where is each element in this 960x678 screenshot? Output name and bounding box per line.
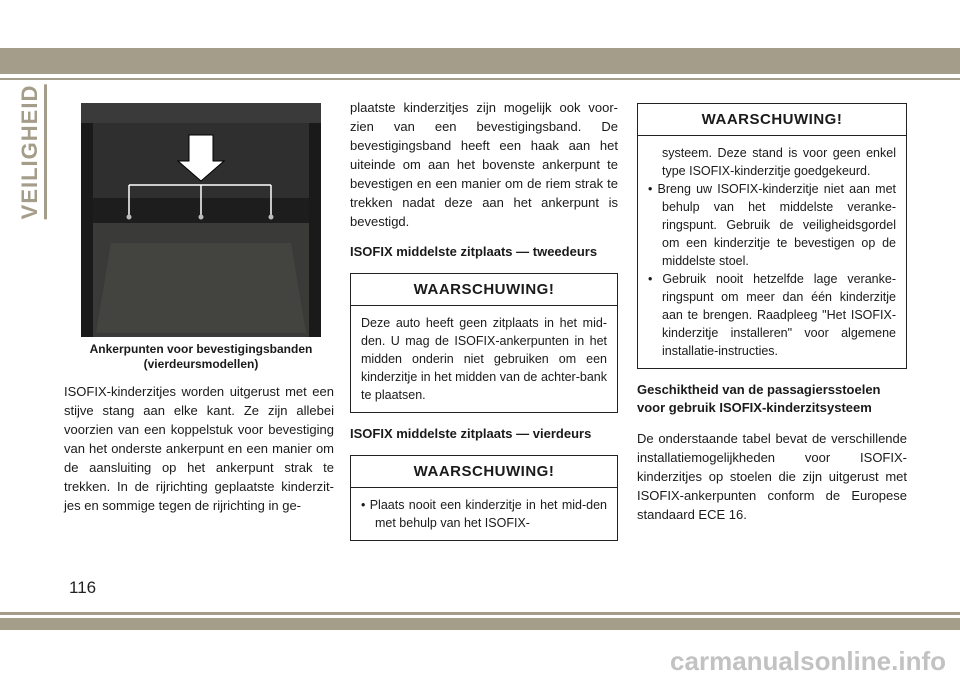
section-tab xyxy=(14,84,50,220)
page-number: 116 xyxy=(69,578,97,597)
footer-line xyxy=(0,612,960,615)
section-tab-label: VEILIGHEID xyxy=(17,85,47,220)
footer-band xyxy=(0,618,960,630)
column-right xyxy=(637,103,907,524)
body-paragraph: De onderstaande tabel bevat de verschillende installatiemogelijkheden voor ISOFIX-kinderzitjes op stoelen die zijn uitgerust met ISOFIX-ankerpunten conform de Europese standaard ECE 16. xyxy=(637,431,907,522)
subheading-suitability: Geschiktheid van de passagiersstoelen voor gebruik ISOFIX-kinderzitsysteem xyxy=(637,382,881,415)
warning-bullet: • Breng uw ISOFIX-kinderzitje niet aan met behulp van het middelste veranke-ringspunt. Gebruik de veiligheidsgordel om een kinderzitje te bevestigen op de middelste stoel. xyxy=(648,182,896,268)
header-line xyxy=(0,78,960,80)
warning-body xyxy=(351,488,617,540)
header-band xyxy=(0,48,960,74)
column-middle xyxy=(350,98,618,541)
column-left xyxy=(64,382,334,515)
warning-body: Deze auto heeft geen zitplaats in het mid-den. U mag de ISOFIX-ankerpunten in het midden onderin niet gebruiken om een kinderzitje in het midden van de achter-bank te plaatsen. xyxy=(361,316,607,402)
caption-line-2: (vierdeursmodellen) xyxy=(143,357,259,371)
warning-box-continued xyxy=(637,103,907,369)
anchor-points-photo xyxy=(81,103,321,337)
warning-title: WAARSCHUWING! xyxy=(351,456,617,488)
subheading-twodoor: ISOFIX middelste zitplaats — tweedeurs xyxy=(350,244,598,259)
trunk-illustration xyxy=(81,103,321,337)
warning-title: WAARSCHUWING! xyxy=(638,104,906,136)
warning-body xyxy=(638,136,906,368)
figure-caption xyxy=(81,342,321,372)
warning-bullet: • Gebruik nooit hetzelfde lage veranke-ringspunt om meer dan één kinderzitje aan te brengen. Raadpleeg "Het ISOFIX-kinderzitje installeren" voor algemene installatie-instructies. xyxy=(648,272,896,358)
watermark: carmanualsonline.info xyxy=(670,646,946,676)
subheading-fourdoor: ISOFIX middelste zitplaats — vierdeurs xyxy=(350,426,592,441)
warning-title: WAARSCHUWING! xyxy=(351,274,617,306)
body-paragraph: ISOFIX-kinderzitjes worden uitgerust met een stijve stang aan elke kant. Ze zijn allebei voorzien van een koppelstuk voor bevestiging van het onderste ankerpunt en een manier om de aansluiting op het ankerpunt strak te trekken. In de rijrichting geplaatste kinderzit-jes en sommige tegen de rijrichting in ge- xyxy=(64,384,334,513)
body-paragraph: plaatste kinderzitjes zijn mogelijk ook voor-zien van een bevestigingsband. De bevestigingsband heeft een haak aan het uiteinde om aan het bovenste ankerpunt te bevestigen en een manier om de riem strak te trekken nadat deze aan het ankerpunt is bevestigd. xyxy=(350,100,618,229)
warning-box-fourdoor xyxy=(350,455,618,541)
warning-continuation: systeem. Deze stand is voor geen enkel type ISOFIX-kinderzitje goedgekeurd. xyxy=(662,146,896,178)
caption-line-1: Ankerpunten voor bevestigingsbanden xyxy=(89,342,313,356)
warning-bullet: • Plaats nooit een kinderzitje in het mid-den met behulp van het ISOFIX- xyxy=(361,498,607,530)
warning-box-twodoor xyxy=(350,273,618,413)
